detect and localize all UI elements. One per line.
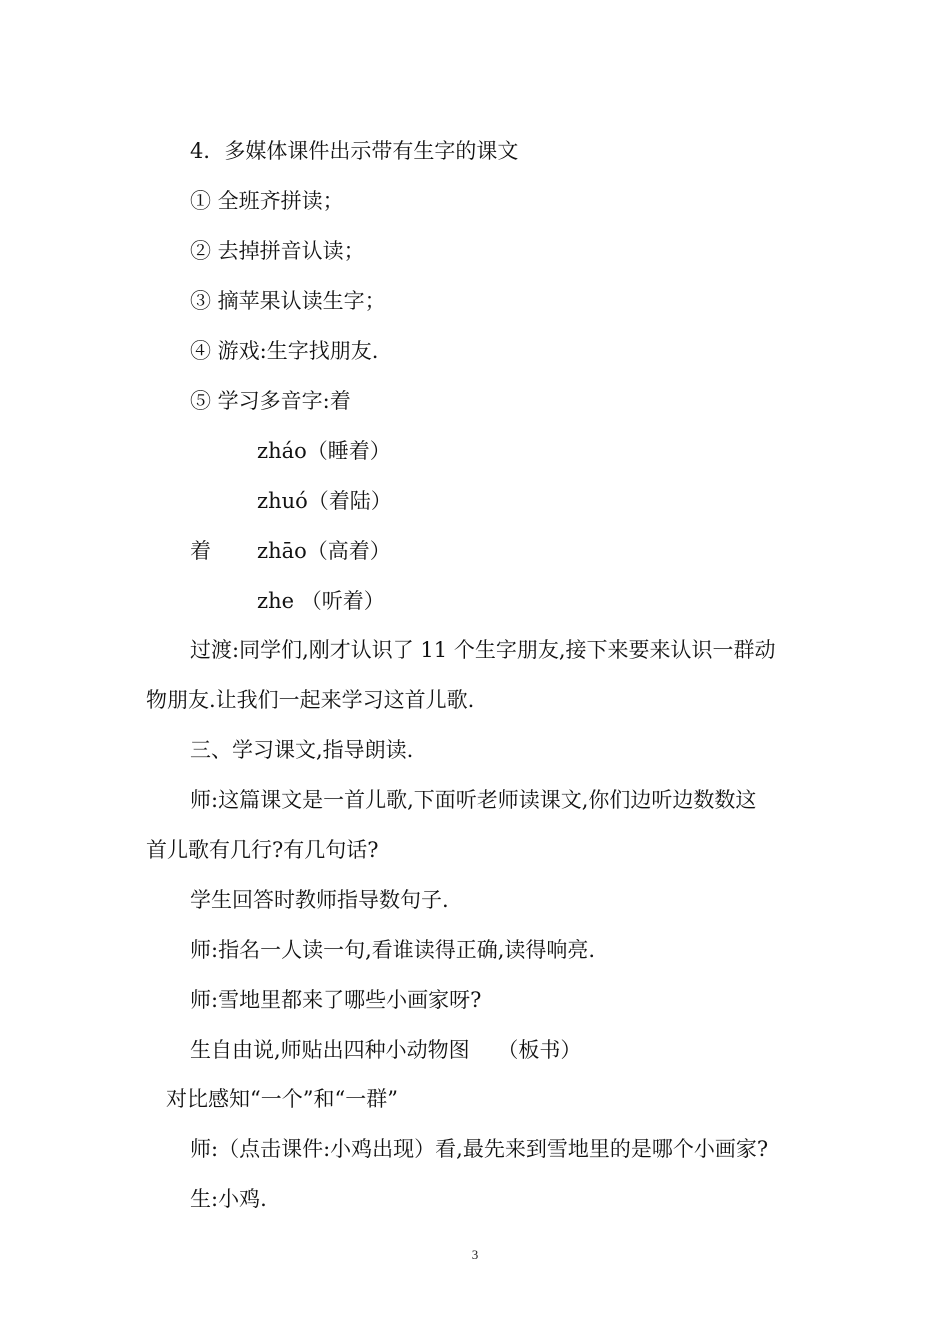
text-line: 师:指名一人读一句,看谁读得正确,读得响亮. (190, 938, 596, 962)
pinyin-line: zháo（睡着） (257, 439, 391, 463)
page-number: 3 (471, 1247, 479, 1262)
text-line: 师:（点击课件:小鸡出现）看,最先来到雪地里的是哪个小画家? (190, 1137, 769, 1161)
text-line: 对比感知“一个”和“一群” (166, 1087, 398, 1111)
text-line: ① 全班齐拼读； (190, 189, 344, 213)
pinyin-line: zhuó（着陆） (257, 489, 392, 513)
section-heading: 三、学习课文,指导朗读. (190, 738, 414, 762)
text-line: 4．多媒体课件出示带有生字的课文 (190, 139, 519, 163)
text-line: 师:这篇课文是一首儿歌,下面听老师读课文,你们边听边数数这 (190, 788, 757, 812)
text-line: ④ 游戏:生字找朋友. (190, 339, 379, 363)
text-line: ⑤ 学习多音字:着 (190, 389, 351, 413)
text-line: 师:雪地里都来了哪些小画家呀? (190, 988, 482, 1012)
text-line: 生:小鸡. (190, 1187, 267, 1211)
pinyin-line: zhe （听着） (257, 589, 385, 613)
text-line: ③ 摘苹果认读生字； (190, 289, 386, 313)
text-line: 学生回答时教师指导数句子. (190, 888, 449, 912)
text-line: 生自由说,师贴出四种小动物图 （板书） (190, 1038, 582, 1062)
text-line: 物朋友.让我们一起来学习这首儿歌. (146, 688, 475, 712)
polyphonic-character: 着 (190, 539, 211, 563)
text-line: 首儿歌有几行?有几句话? (146, 838, 379, 862)
text-line: ② 去掉拼音认读； (190, 239, 365, 263)
pinyin-line: zhāo（高着） (257, 539, 391, 563)
text-line: 过渡:同学们,刚才认识了 11 个生字朋友,接下来要来认识一群动 (190, 638, 776, 662)
